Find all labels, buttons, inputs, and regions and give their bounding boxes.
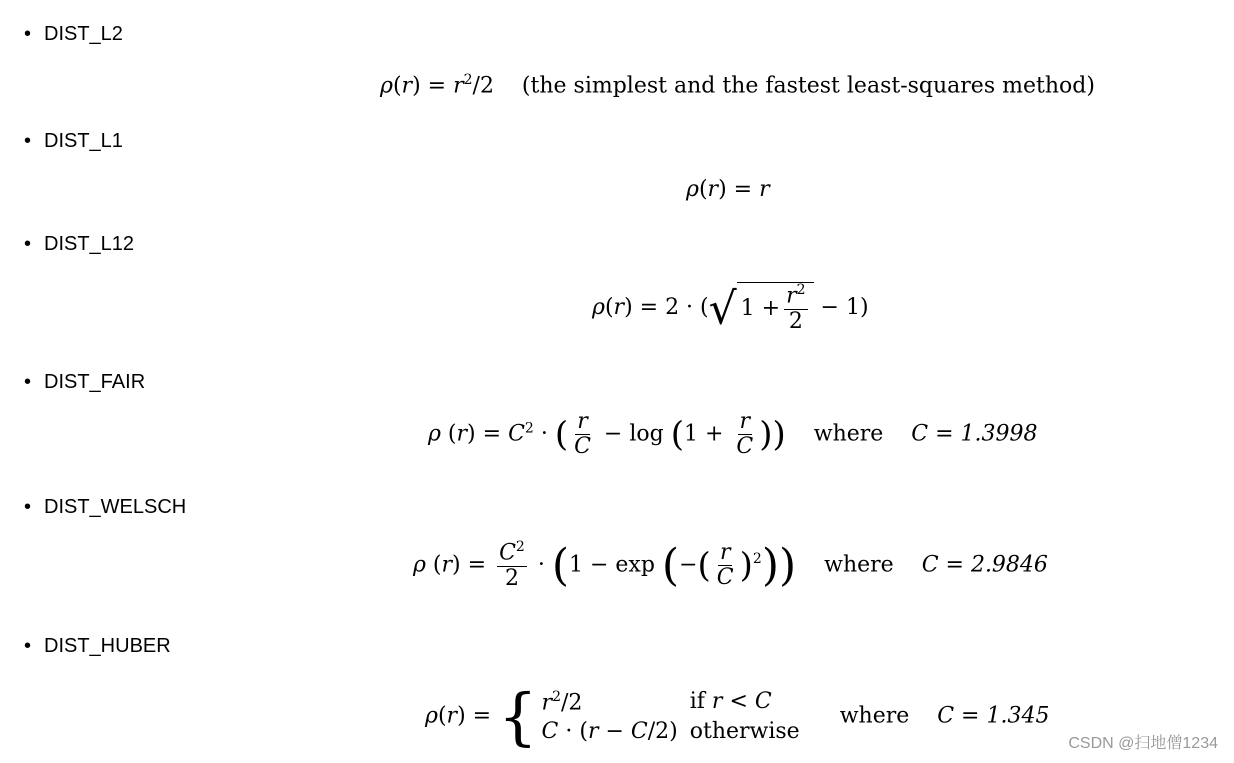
constant-value: C = 1.345 [937, 703, 1050, 729]
watermark: CSDN @扫地僧1234 [1068, 735, 1218, 752]
list-item-dist-fair [24, 370, 145, 394]
bullet-icon: • [24, 23, 32, 45]
bullet-icon: • [24, 635, 32, 657]
constant-value: C = 1.3998 [911, 421, 1038, 447]
bullet-icon: • [24, 233, 32, 255]
list-item-dist-l2 [24, 22, 123, 46]
bullet-icon: • [24, 496, 32, 518]
list-item-dist-huber [24, 634, 171, 658]
bullet-icon: • [24, 130, 32, 152]
formula-welsch: ρ (r) = $\frac{C^2}{2}$ · (1 − exp (−( $\frac{r}{C}$ )$^2$)) where C = 2.9846 [413, 539, 1048, 591]
sqrt-expression: √ 1 + $\frac{r^2}{2}$ [709, 282, 814, 334]
cases-block: $r^2/2$ if r < C C · (r − C/2) otherwise [542, 687, 812, 746]
bullet-icon: • [24, 371, 32, 393]
item-label: DIST_L12 [44, 233, 135, 255]
where-label: where [839, 703, 910, 729]
item-label: DIST_FAIR [44, 371, 146, 393]
list-item-dist-l12 [24, 232, 134, 256]
item-label: DIST_L1 [44, 130, 123, 152]
where-label: where [824, 552, 894, 578]
list-item-dist-l1 [24, 129, 123, 153]
case-condition: otherwise [689, 719, 800, 745]
item-label: DIST_HUBER [44, 635, 171, 657]
case-condition: if [689, 689, 705, 715]
item-label: DIST_L2 [44, 23, 123, 45]
formula-note: (the simplest and the fastest least-squares method) [521, 73, 1095, 99]
where-label: where [813, 421, 884, 447]
formula-l12: ρ(r) = 2 · (√ 1 + $\frac{r^2}{2}$ − 1) [592, 282, 869, 335]
formula-fair: ρ $(r) = C^2$ · ( $\frac{r}{C}$ − log (1 + $\frac{r}{C}$ )) where C = 1.3998 [428, 409, 1038, 460]
formula-huber: ρ(r) = { $r^2/2$ if r < C C · (r − C/2) otherwise where C = 1.345 [425, 680, 1050, 753]
list-item-dist-welsch [24, 495, 186, 519]
item-label: DIST_WELSCH [44, 496, 187, 518]
constant-value: C = 2.9846 [921, 552, 1048, 578]
formula-l2: $\rho(r) = r^2/2$ (the simplest and the fastest least-squares method) [380, 72, 1095, 99]
formula-l1: ρ(r) = r [686, 177, 770, 202]
